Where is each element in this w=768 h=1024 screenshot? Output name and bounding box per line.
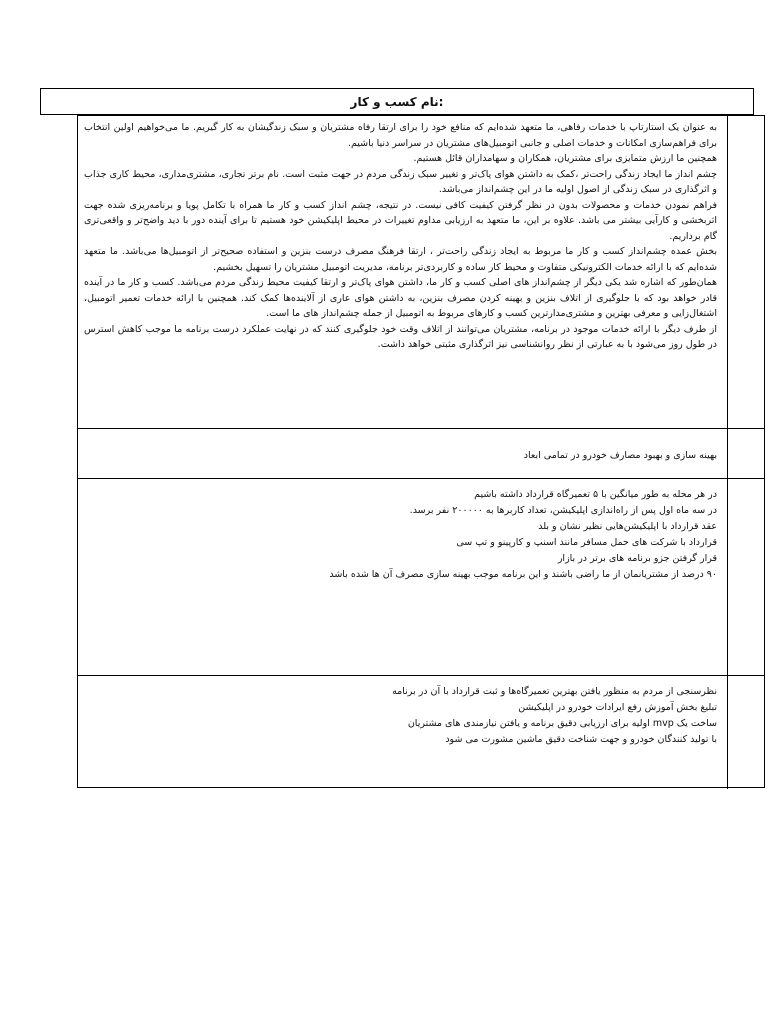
goal-cell xyxy=(78,429,727,478)
row-label-column xyxy=(727,479,764,675)
actions-row xyxy=(78,676,764,789)
vision-row xyxy=(78,116,764,429)
action-item: ساخت یک mvp اولیه برای ارزیابی دقیق برنامه و یافتن نیازمندی های مشتریان xyxy=(407,718,717,729)
goal-text: بهینه سازی و بهبود مصارف خودرو در تمامی ابعاد xyxy=(523,449,717,461)
action-item: با تولید کنندگان خودرو و جهت شناخت دقیق ماشین مشورت می شود xyxy=(445,734,717,745)
row-label-column xyxy=(727,116,764,428)
business-plan-table xyxy=(77,115,765,788)
targets-cell xyxy=(78,479,727,675)
row-label-column xyxy=(727,429,764,478)
vision-paragraph: از طرف دیگر با ارائه خدمات موجود در برنامه، مشتریان می‌توانند از اتلاف وقت خود جلوگیری کنند که در نهایت عملکرد درست برنامه ما موجب کاهش استرس در طول روز می‌شود با به عبارتی از نظر روانشناسی نیز اثرگذاری مثبتی خواهد داشت. xyxy=(84,323,717,350)
action-item: نظرسنجی از مردم به منظور یافتن بهترین تعمیرگاه‌ها و ثبت قرارداد با آن در برنامه xyxy=(392,686,717,697)
vision-cell xyxy=(78,116,727,428)
action-item: تبلیغ بخش آموزش رفع ایرادات خودرو در اپلیکیشن xyxy=(518,702,717,713)
target-item: عقد قرارداد با اپلیکیشن‌هایی نظیر نشان و بلد xyxy=(538,521,717,532)
target-item: در هر محله به طور میانگین با ۵ تعمیرگاه قرارداد داشته باشیم xyxy=(474,489,717,500)
target-item: در سه ماه اول پس از راه‌اندازی اپلیکیشن، تعداد کاربرها به ۲۰۰۰۰۰ نفر برسد. xyxy=(409,505,717,516)
vision-paragraph: بخش عمده چشم‌انداز کسب و کار ما مربوط به ایجاد زندگی راحت‌تر ، ارتقا فرهنگ مصرف درست بنزین و استفاده صحیح‌تر از اتومبیل‌ها می‌باشد. ما متعهد شده‌ایم که با ارائه خدمات الکترونیکی متفاوت و محیط کار ساده و کاربردی‌تر برنامه، مدیریت اتومبیل مشتریان را تسهیل بخشیم. xyxy=(84,246,717,273)
vision-paragraph: همچنین ما ارزش متمایزی برای مشتریان، همکاران و سهامداران قائل هستیم. xyxy=(413,153,717,164)
vision-paragraph: فراهم نمودن خدمات و محصولات بدون در نظر گرفتن کیفیت کافی نیست. در نتیجه، چشم انداز کسب و کار ما همراه با تکامل پویا و برنامه‌ریزی شده جهت اثربخشی و کارآیی بیشتر می باشد. علاوه بر این، ما متعهد به ارزیابی مداوم تغییرات در محیط اپلیکیشن خود هستیم تا برای آینده دور با دید واضح‌تر و واقعی‌تری گام برداریم. xyxy=(84,199,717,242)
actions-cell xyxy=(78,676,727,789)
vision-paragraph: چشم انداز ما ایجاد زندگی راحت‌تر ،کمک به داشتن هوای پاک‌تر و تغییر سبک زندگی مردم در جهت مثبت است. نام برتر تجاری، مشتری‌مداری، محیط کاری جذاب و اثرگذاری در سبک زندگی از اصول اولیه ما در این چشم‌انداز می‌باشد. xyxy=(84,168,717,195)
target-item: قرارداد با شرکت های حمل مسافر مانند اسنپ و کارپینو و تپ سی xyxy=(456,537,717,548)
targets-row xyxy=(78,479,764,676)
target-item: قرار گرفتن جزو برنامه های برتر در بازار xyxy=(557,553,717,564)
vision-paragraph: همان‌طور که اشاره شد یکی دیگر از چشم‌انداز های اصلی کسب و کار ما، داشتن هوای پاک‌تر و ارتقا کیفیت محیط زندگی مردم می‌باشد. کسب و کار ما در آینده قادر خواهد بود که با جلوگیری از اتلاف بنزین و بهینه کردن مصرف بنزین، به داشتن هوای عاری از آلاینده‌ها کمک کند. همچنین با ارائه خدمات تعمیر اتومبیل، اشتغال‌زایی و معرفی بهترین و مشتری‌مدارترین کسب و کارهای مربوط به اتومبیل از جمله چشم‌انداز های ما است. xyxy=(84,277,717,319)
row-label-column xyxy=(727,676,764,789)
business-name-title: نام کسب و کار: xyxy=(40,88,754,115)
vision-paragraph: به عنوان یک استارتاپ با خدمات رفاهی، ما متعهد شده‌ایم که منافع خود را برای ارتقا رفاه مشتریان و سبک زندگیشان به کار گیریم. ما می‌خواهیم اولین انتخاب برای فراهم‌سازی امکانات و خدمات اصلی و جانبی اتومبیل‌های مشتریان در سراسر دنیا باشیم. xyxy=(84,122,717,149)
target-item: ۹۰ درصد از مشتریانمان از ما راضی باشند و این برنامه موجب بهینه سازی مصرف آن ها شده باشد xyxy=(329,569,717,580)
goal-row xyxy=(78,429,764,479)
